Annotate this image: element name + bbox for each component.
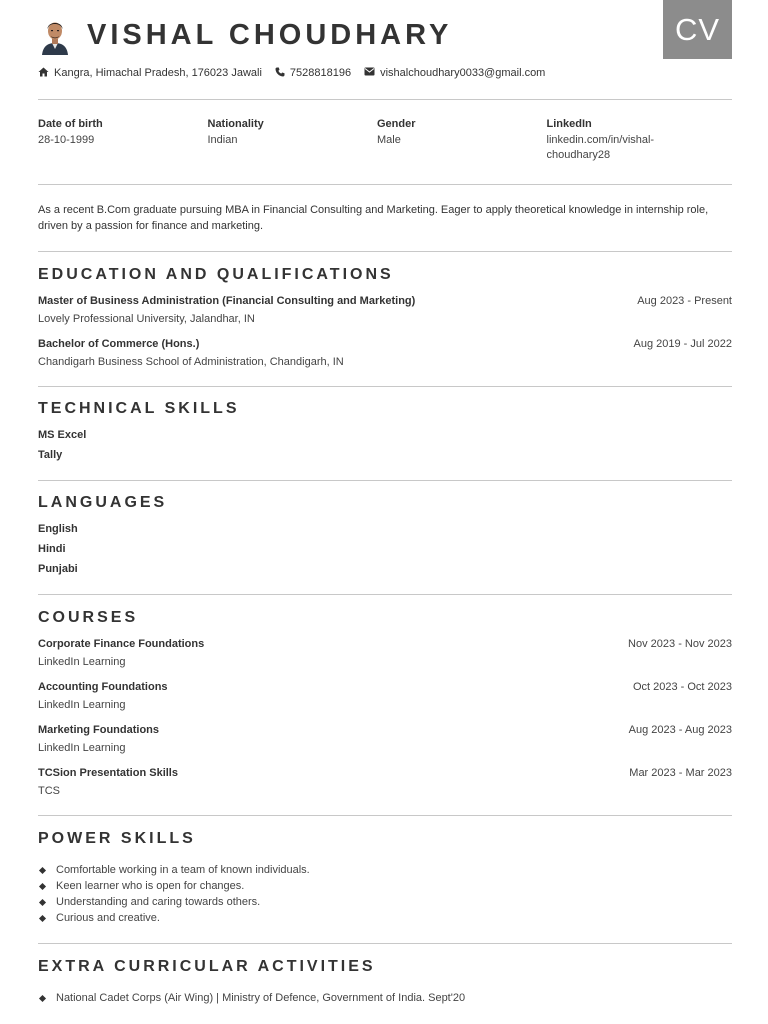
- bullet-icon: [39, 914, 46, 921]
- course-name: Marketing Foundations: [38, 724, 159, 736]
- date-range: Nov 2023 - Nov 2023: [628, 638, 732, 650]
- list-item-text: Curious and creative.: [56, 912, 160, 924]
- course-provider: LinkedIn Learning: [38, 656, 126, 668]
- section-title-technical-skills: TECHNICAL SKILLS: [38, 400, 240, 417]
- course-item: [38, 635, 732, 671]
- list-item-text: National Cadet Corps (Air Wing) | Ministry of Defence, Government of India. Sept'20: [56, 992, 466, 1004]
- course-item: [38, 678, 732, 714]
- header: [38, 14, 452, 56]
- info-dob: [38, 117, 208, 163]
- list-item: [38, 894, 732, 910]
- degree-title: Bachelor of Commerce (Hons.): [38, 338, 200, 350]
- language-item: English: [38, 523, 78, 535]
- course-name: Corporate Finance Foundations: [38, 638, 205, 650]
- section-title-courses: COURSES: [38, 609, 139, 626]
- divider: [38, 99, 732, 100]
- divider: [38, 943, 732, 944]
- list-item-text: Keen learner who is open for changes.: [56, 880, 245, 892]
- section-title-education: EDUCATION AND QUALIFICATIONS: [38, 266, 394, 283]
- contact-line: [38, 65, 558, 81]
- contact-address: [38, 67, 262, 80]
- section-title-extracurricular: EXTRA CURRICULAR ACTIVITIES: [38, 958, 376, 975]
- info-label: LinkedIn: [546, 118, 592, 130]
- divider: [38, 184, 732, 185]
- info-label: Gender: [377, 118, 416, 130]
- power-skills-list: [38, 862, 732, 926]
- course-item: [38, 764, 732, 800]
- info-value: 28-10-1999: [38, 134, 95, 146]
- extracurricular-list: [38, 990, 732, 1006]
- language-item: Punjabi: [38, 563, 78, 575]
- info-linkedin: [547, 117, 717, 163]
- email-text[interactable]: vishalchoudhary0033@gmail.com: [380, 67, 546, 79]
- info-value: Indian: [207, 134, 238, 146]
- skill-item: MS Excel: [38, 429, 87, 441]
- education-item: [38, 292, 732, 328]
- linkedin-link[interactable]: linkedin.com/in/vishal-choudhary28: [546, 134, 655, 161]
- list-item: [38, 878, 732, 894]
- home-icon: [38, 67, 49, 80]
- personal-info: [38, 117, 732, 163]
- bullet-icon: [39, 866, 46, 873]
- phone-icon: [275, 67, 285, 80]
- date-range: Aug 2023 - Aug 2023: [628, 724, 732, 736]
- section-title-languages: LANGUAGES: [38, 494, 168, 511]
- bullet-icon: [39, 898, 46, 905]
- contact-phone: [275, 67, 351, 80]
- divider: [38, 594, 732, 595]
- date-range: Mar 2023 - Mar 2023: [629, 767, 732, 779]
- school-name: Lovely Professional University, Jalandhar, IN: [38, 313, 255, 325]
- info-label: Date of birth: [38, 118, 103, 130]
- info-nationality: [208, 117, 378, 163]
- bullet-icon: [39, 882, 46, 889]
- envelope-icon: [364, 67, 375, 79]
- divider: [38, 386, 732, 387]
- list-item-text: Understanding and caring towards others.: [56, 896, 261, 908]
- list-item: [38, 862, 732, 878]
- info-gender: [377, 117, 547, 163]
- divider: [38, 815, 732, 816]
- list-item-text: Comfortable working in a team of known individuals.: [56, 864, 310, 876]
- course-provider: LinkedIn Learning: [38, 699, 126, 711]
- date-range: Oct 2023 - Oct 2023: [632, 681, 732, 693]
- candidate-name: VISHAL CHOUDHARY: [87, 18, 453, 51]
- list-item: [38, 990, 732, 1006]
- phone-text: 7528818196: [289, 67, 352, 79]
- info-label: Nationality: [207, 118, 264, 130]
- info-value: Male: [377, 134, 401, 146]
- cv-badge: CV: [663, 0, 732, 59]
- date-range: Aug 2019 - Jul 2022: [633, 338, 732, 350]
- language-item: Hindi: [38, 543, 66, 555]
- profile-summary: As a recent B.Com graduate pursuing MBA in Financial Consulting and Marketing. Eager to apply theoretical knowledge in internship role, driven by a passion for finance and marketing.: [38, 204, 709, 232]
- course-name: Accounting Foundations: [38, 681, 168, 693]
- divider: [38, 251, 732, 252]
- skill-item: Tally: [38, 449, 63, 461]
- education-item: [38, 335, 732, 371]
- bullet-icon: [39, 994, 46, 1001]
- list-item: [38, 910, 732, 926]
- degree-title: Master of Business Administration (Financial Consulting and Marketing): [38, 295, 416, 307]
- course-name: TCSion Presentation Skills: [38, 767, 178, 779]
- course-provider: TCS: [38, 785, 60, 797]
- course-provider: LinkedIn Learning: [38, 742, 126, 754]
- date-range: Aug 2023 - Present: [637, 295, 732, 307]
- address-text: Kangra, Himachal Pradesh, 176023 Jawali: [54, 67, 262, 79]
- school-name: Chandigarh Business School of Administration, Chandigarh, IN: [38, 356, 344, 368]
- avatar: [38, 15, 72, 55]
- contact-email: [364, 67, 545, 79]
- course-item: [38, 721, 732, 757]
- section-title-power-skills: POWER SKILLS: [38, 830, 196, 847]
- divider: [38, 480, 732, 481]
